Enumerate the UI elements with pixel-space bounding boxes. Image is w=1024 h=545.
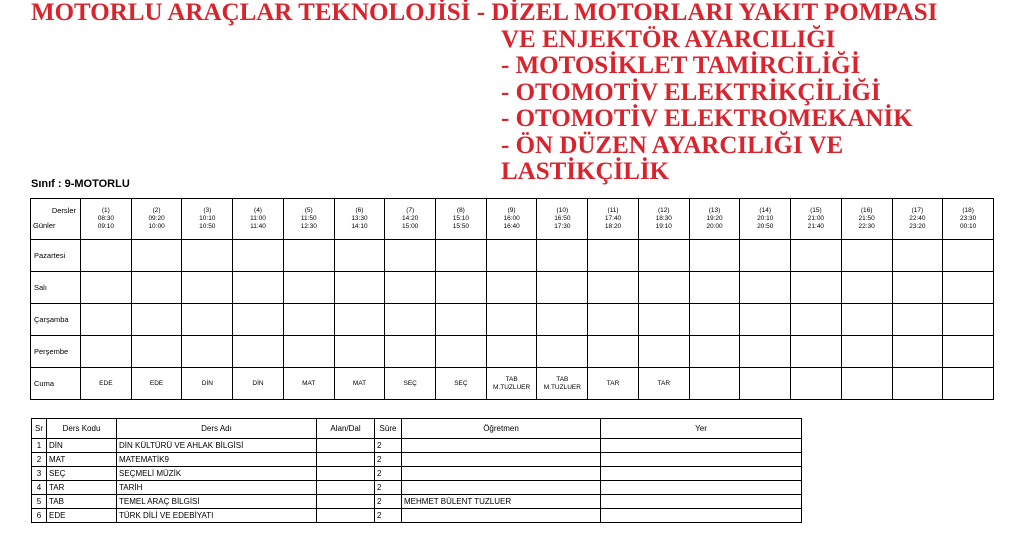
schedule-cell (638, 368, 689, 400)
schedule-cell (81, 304, 132, 336)
course-place (601, 509, 802, 523)
schedule-cell (131, 336, 182, 368)
day-label: Çarşamba (31, 304, 81, 336)
course-teacher: MEHMET BÜLENT TUZLUER (402, 495, 601, 509)
period-number: (4) (254, 207, 262, 214)
course-place (601, 453, 802, 467)
period-end-time: 11:40 (250, 223, 266, 230)
course-teacher (402, 439, 601, 453)
period-number: (5) (304, 207, 313, 214)
period-start-time: 16:50 (554, 215, 571, 222)
schedule-cell (283, 368, 334, 400)
period-end-time: 12:30 (300, 223, 317, 230)
schedule-cell (233, 272, 284, 304)
period-start-time: 13:30 (351, 215, 368, 222)
lesson-code: EDE (99, 379, 113, 387)
day-row (31, 368, 994, 400)
schedule-cell (334, 336, 385, 368)
course-name: TÜRK DİLİ VE EDEBİYATI (117, 509, 317, 523)
period-header (740, 199, 791, 240)
period-header (943, 199, 994, 240)
lesson-code: TAB (505, 375, 518, 383)
title-line: LASTİKÇİLİK (501, 158, 670, 185)
period-number: (10) (556, 207, 569, 214)
schedule-cell (436, 336, 487, 368)
schedule-cell (588, 304, 639, 336)
period-header (436, 199, 487, 240)
day-label: Perşembe (31, 336, 81, 368)
class-label: Sınıf : 9-MOTORLU (31, 178, 130, 190)
course-hours: 2 (375, 453, 402, 467)
course-table-header (32, 419, 802, 439)
period-number: (18) (962, 207, 974, 214)
lesson-code: SEÇ (454, 379, 468, 387)
period-header (689, 199, 740, 240)
period-number: (12) (657, 207, 670, 214)
corner-label-days: Günler (33, 221, 56, 230)
period-start-time: 21:00 (807, 215, 825, 222)
period-header (81, 199, 132, 240)
period-number: (14) (759, 207, 771, 214)
period-end-time: 18:20 (604, 223, 622, 230)
period-start-time: 11:00 (250, 215, 266, 222)
day-label: Salı (31, 272, 81, 304)
period-end-time: 10:50 (199, 223, 216, 230)
period-number: (8) (456, 207, 465, 214)
schedule-cell (892, 240, 943, 272)
document-title (31, 0, 937, 186)
schedule-cell (436, 304, 487, 336)
period-header (486, 199, 537, 240)
schedule-cell (182, 304, 233, 336)
period-header (638, 199, 689, 240)
schedule-cell (892, 368, 943, 400)
schedule-cell (131, 240, 182, 272)
col-header-sr: Sr (32, 419, 47, 439)
schedule-cell (588, 336, 639, 368)
period-start-time: 19:20 (706, 215, 723, 222)
period-end-time: 00:10 (959, 223, 977, 230)
schedule-cell (385, 304, 436, 336)
schedule-cell (588, 240, 639, 272)
schedule-cell (740, 368, 791, 400)
schedule-cell (892, 336, 943, 368)
day-row (31, 304, 994, 336)
period-number: (17) (911, 207, 924, 214)
period-start-time: 16:00 (503, 215, 520, 222)
period-number: (3) (203, 207, 212, 214)
period-number: (6) (355, 207, 364, 214)
course-hours: 2 (375, 481, 402, 495)
period-end-time: 09:10 (97, 223, 114, 230)
period-start-time: 14:20 (402, 215, 419, 222)
schedule-cell (537, 304, 588, 336)
period-start-time: 22:40 (909, 215, 926, 222)
schedule-cell (486, 336, 537, 368)
schedule-cell (943, 272, 994, 304)
schedule-cell (943, 304, 994, 336)
schedule-cell (537, 272, 588, 304)
schedule-cell (638, 304, 689, 336)
title-line: MOTORLU ARAÇLAR TEKNOLOJİSİ - DİZEL MOTORLARI YAKIT POMPASI (31, 0, 938, 26)
period-start-time: 15:10 (452, 215, 470, 222)
schedule-cell (892, 304, 943, 336)
schedule-cell (182, 240, 233, 272)
course-row (32, 439, 802, 453)
schedule-cell (537, 368, 588, 400)
schedule-cell (233, 304, 284, 336)
schedule-cell (334, 304, 385, 336)
schedule-cell (233, 368, 284, 400)
schedule-cell (943, 368, 994, 400)
course-place (601, 467, 802, 481)
schedule-cell (791, 272, 842, 304)
period-start-time: 21:50 (858, 215, 875, 222)
schedule-cell (841, 304, 892, 336)
col-header-name: Ders Adı (117, 419, 317, 439)
period-start-time: 10:10 (199, 215, 216, 222)
schedule-cell (943, 240, 994, 272)
course-hours: 2 (375, 439, 402, 453)
schedule-cell (537, 336, 588, 368)
period-end-time: 17:30 (554, 223, 571, 230)
period-number: (1) (101, 207, 110, 214)
schedule-cell (436, 368, 487, 400)
schedule-cell (791, 368, 842, 400)
schedule-cell (588, 368, 639, 400)
day-label: Pazartesi (31, 240, 81, 272)
schedule-cell (334, 272, 385, 304)
schedule-cell (486, 304, 537, 336)
course-sr: 1 (32, 439, 47, 453)
course-sr: 4 (32, 481, 47, 495)
period-end-time: 22:30 (858, 223, 875, 230)
lesson-code: TAB (556, 375, 569, 383)
lesson-code: MAT (302, 379, 316, 387)
schedule-cell (81, 240, 132, 272)
lesson-code: SEÇ (403, 379, 417, 387)
col-header-area: Alan/Dal (317, 419, 375, 439)
schedule-cell (233, 336, 284, 368)
course-sr: 5 (32, 495, 47, 509)
period-start-time: 11:50 (300, 215, 317, 222)
period-header (334, 199, 385, 240)
course-area (317, 453, 375, 467)
course-teacher (402, 509, 601, 523)
schedule-cell (638, 240, 689, 272)
schedule-cell (841, 240, 892, 272)
corner-label-lessons: Dersler (51, 206, 76, 215)
schedule-cell (182, 336, 233, 368)
schedule-cell (689, 336, 740, 368)
course-code: SEÇ (47, 467, 117, 481)
course-code: EDE (47, 509, 117, 523)
period-header (537, 199, 588, 240)
course-hours: 2 (375, 467, 402, 481)
schedule-cell (841, 272, 892, 304)
schedule-cell (385, 240, 436, 272)
schedule-cell (81, 272, 132, 304)
schedule-cell (689, 240, 740, 272)
period-start-time: 08:30 (97, 215, 114, 222)
course-area (317, 439, 375, 453)
course-name: TEMEL ARAÇ BİLGİSİ (117, 495, 317, 509)
course-name: TARİH (117, 481, 317, 495)
schedule-cell (486, 240, 537, 272)
course-place (601, 439, 802, 453)
period-end-time: 19:10 (655, 223, 672, 230)
schedule-cell (334, 240, 385, 272)
period-header (588, 199, 639, 240)
col-header-hours: Süre (375, 419, 402, 439)
period-end-time: 15:00 (402, 223, 419, 230)
course-sr: 2 (32, 453, 47, 467)
period-end-time: 23:20 (909, 223, 926, 230)
schedule-cell (436, 240, 487, 272)
col-header-code: Ders Kodu (47, 419, 117, 439)
schedule-cell (385, 336, 436, 368)
course-place (601, 481, 802, 495)
course-hours: 2 (375, 495, 402, 509)
schedule-cell (81, 368, 132, 400)
schedule-cell (791, 240, 842, 272)
course-row (32, 509, 802, 523)
period-header (841, 199, 892, 240)
lesson-code: DİN (201, 379, 213, 387)
schedule-cell (385, 272, 436, 304)
course-sr: 6 (32, 509, 47, 523)
schedule-cell (638, 272, 689, 304)
schedule-cell (638, 336, 689, 368)
course-teacher (402, 481, 601, 495)
day-row (31, 336, 994, 368)
schedule-cell (943, 336, 994, 368)
period-start-time: 20:10 (757, 215, 774, 222)
lesson-code: TAR (657, 379, 671, 387)
schedule-cell (791, 336, 842, 368)
schedule-cell (841, 368, 892, 400)
period-end-time: 20:00 (706, 223, 723, 230)
schedule-cell (689, 368, 740, 400)
course-hours: 2 (375, 509, 402, 523)
course-area (317, 495, 375, 509)
period-header (182, 199, 233, 240)
schedule-cell (283, 240, 334, 272)
period-number: (7) (406, 207, 415, 214)
day-row (31, 240, 994, 272)
schedule-cell (131, 272, 182, 304)
period-start-time: 09:20 (148, 215, 165, 222)
schedule-cell (892, 272, 943, 304)
course-place (601, 495, 802, 509)
title-line: - OTOMOTİV ELEKTROMEKANİK (501, 105, 913, 132)
schedule-cell (283, 336, 334, 368)
period-header (892, 199, 943, 240)
course-list-table (31, 418, 802, 523)
title-line: - OTOMOTİV ELEKTRİKÇİLİĞİ (501, 78, 881, 106)
lesson-teacher: M.TUZLUER (543, 383, 581, 391)
schedule-cell (436, 272, 487, 304)
period-end-time: 10:00 (148, 223, 165, 230)
schedule-cell (740, 272, 791, 304)
period-header (283, 199, 334, 240)
period-end-time: 15:50 (452, 223, 470, 230)
period-header (385, 199, 436, 240)
course-area (317, 467, 375, 481)
schedule-cell (689, 272, 740, 304)
schedule-cell (689, 304, 740, 336)
period-number: (2) (152, 207, 161, 214)
course-code: DİN (47, 439, 117, 453)
title-line: - MOTOSİKLET TAMİRCİLİĞİ (501, 52, 861, 79)
course-code: MAT (47, 453, 117, 467)
course-teacher (402, 467, 601, 481)
schedule-cell (537, 240, 588, 272)
schedule-header-row (31, 199, 994, 240)
period-start-time: 17:40 (604, 215, 622, 222)
period-end-time: 16:40 (503, 223, 520, 230)
course-row (32, 495, 802, 509)
period-number: (15) (810, 207, 822, 214)
schedule-cell (385, 368, 436, 400)
period-number: (9) (507, 207, 516, 214)
title-line: - ÖN DÜZEN AYARCILIĞI VE (501, 131, 844, 159)
period-number: (13) (708, 207, 721, 214)
corner-cell (31, 199, 81, 240)
course-area (317, 481, 375, 495)
schedule-cell (740, 336, 791, 368)
period-header (791, 199, 842, 240)
schedule-cell (486, 272, 537, 304)
period-number: (11) (607, 207, 619, 214)
period-header (131, 199, 182, 240)
period-number: (16) (860, 207, 873, 214)
schedule-cell (131, 368, 182, 400)
period-end-time: 20:50 (757, 223, 774, 230)
course-code: TAR (47, 481, 117, 495)
lesson-code: EDE (149, 379, 164, 387)
schedule-cell (841, 336, 892, 368)
course-row (32, 467, 802, 481)
lesson-teacher: M.TUZLUER (493, 383, 531, 391)
course-name: MATEMATİK9 (117, 453, 317, 467)
lesson-code: TAR (606, 379, 620, 387)
course-area (317, 509, 375, 523)
lesson-code: DİN (252, 379, 264, 387)
course-code: TAB (47, 495, 117, 509)
day-label: Cuma (31, 368, 81, 400)
course-sr: 3 (32, 467, 47, 481)
schedule-cell (81, 336, 132, 368)
schedule-cell (486, 368, 537, 400)
schedule-cell (283, 272, 334, 304)
period-end-time: 14:10 (351, 223, 368, 230)
course-name: DİN KÜLTÜRÜ VE AHLAK BİLGİSİ (117, 439, 317, 453)
period-start-time: 23:30 (959, 215, 977, 222)
schedule-cell (334, 368, 385, 400)
course-teacher (402, 453, 601, 467)
col-header-teacher: Öğretmen (402, 419, 601, 439)
schedule-cell (182, 368, 233, 400)
schedule-cell (740, 304, 791, 336)
weekly-schedule-table (30, 198, 994, 400)
schedule-cell (233, 240, 284, 272)
schedule-cell (131, 304, 182, 336)
period-start-time: 18:30 (655, 215, 672, 222)
schedule-cell (182, 272, 233, 304)
period-header (233, 199, 284, 240)
schedule-cell (740, 240, 791, 272)
schedule-cell (791, 304, 842, 336)
day-row (31, 272, 994, 304)
col-header-place: Yer (601, 419, 802, 439)
title-line: VE ENJEKTÖR AYARCILIĞI (501, 25, 836, 53)
course-name: SEÇMELİ MÜZİK (117, 467, 317, 481)
course-row (32, 481, 802, 495)
course-row (32, 453, 802, 467)
schedule-cell (283, 304, 334, 336)
period-end-time: 21:40 (807, 223, 825, 230)
lesson-code: MAT (352, 379, 367, 387)
schedule-cell (588, 272, 639, 304)
